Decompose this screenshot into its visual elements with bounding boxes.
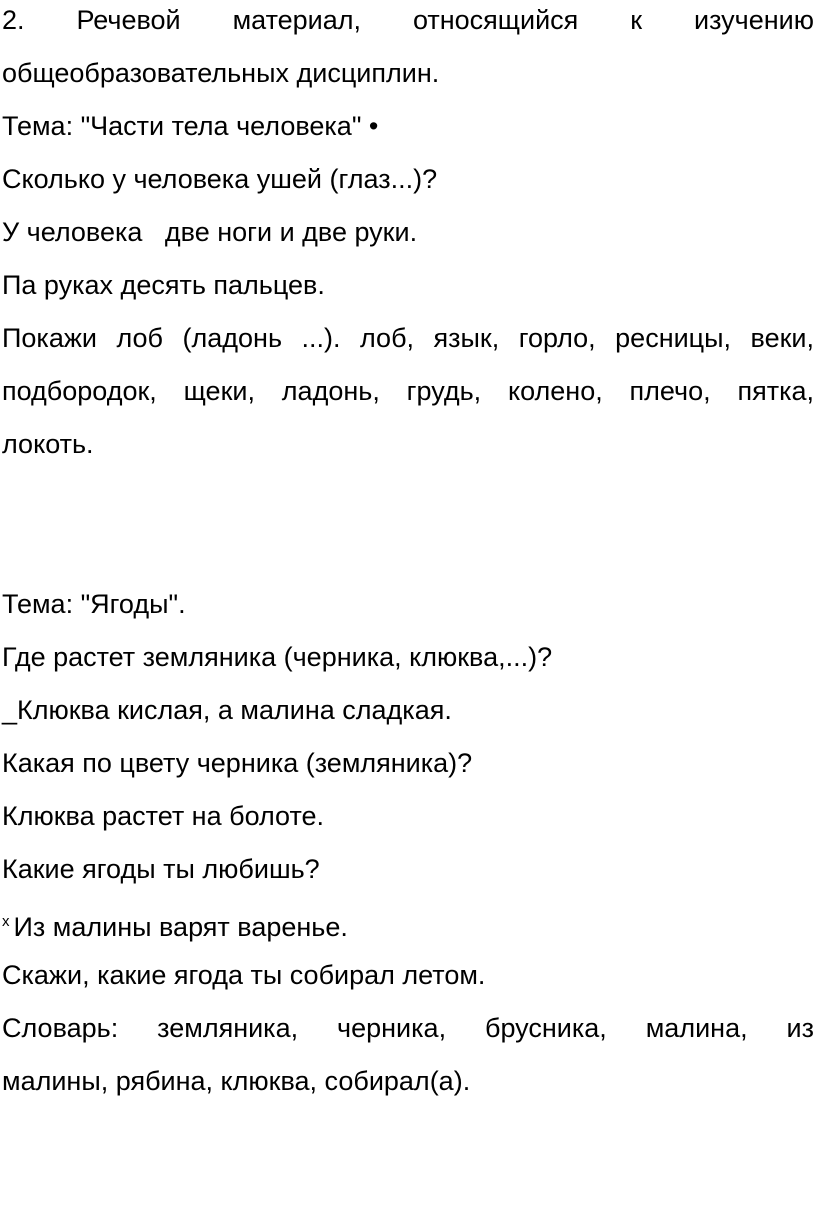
section1-heading-line1: 2. Речевой материал, относящийся к изучению [2, 5, 814, 35]
section1-paragraph-line1: Покажи лоб (ладонь ...). лоб, язык, горло, ресницы, веки, [2, 323, 814, 353]
section2-vocab-line2: малины, рябина, клюква, собирал(а). [2, 1066, 471, 1096]
section2-line6-mark: x [2, 913, 10, 930]
section1-heading-line2: общеобразовательных дисциплин. [2, 58, 440, 88]
section1-line: У человека две ноги и две руки. [2, 217, 418, 247]
section2-line6-text: Из малины варят варенье. [13, 912, 348, 942]
section1-line: Сколько у человека ушей (глаз...)? [2, 164, 438, 194]
section2-line1: Где растет земляника (черника, клюква,...)? [2, 642, 553, 672]
section2-line7: Скажи, какие ягода ты собирал летом. [2, 960, 486, 990]
section2-vocab-line1: Словарь: земляника, черника, брусника, малина, из [2, 1013, 814, 1043]
section2-line2: _Клюква кислая, а малина сладкая. [2, 695, 452, 725]
section2-line5: Какие ягоды ты любишь? [2, 854, 320, 884]
section2-topic: Тема: "Ягоды". [2, 589, 186, 619]
section1-line: Па руках десять пальцев. [2, 270, 325, 300]
section2-line6 [2, 905, 814, 944]
section1-paragraph-line2: подбородок, щеки, ладонь, грудь, колено, плечо, пятка, [2, 376, 814, 406]
section2-line3: Какая по цвету черника (земляника)? [2, 748, 473, 778]
section1-paragraph-line3: локоть. [2, 429, 94, 459]
section1-topic: Тема: "Части тела человека" • [2, 111, 379, 141]
section2-line4: Клюква растет на болоте. [2, 801, 325, 831]
